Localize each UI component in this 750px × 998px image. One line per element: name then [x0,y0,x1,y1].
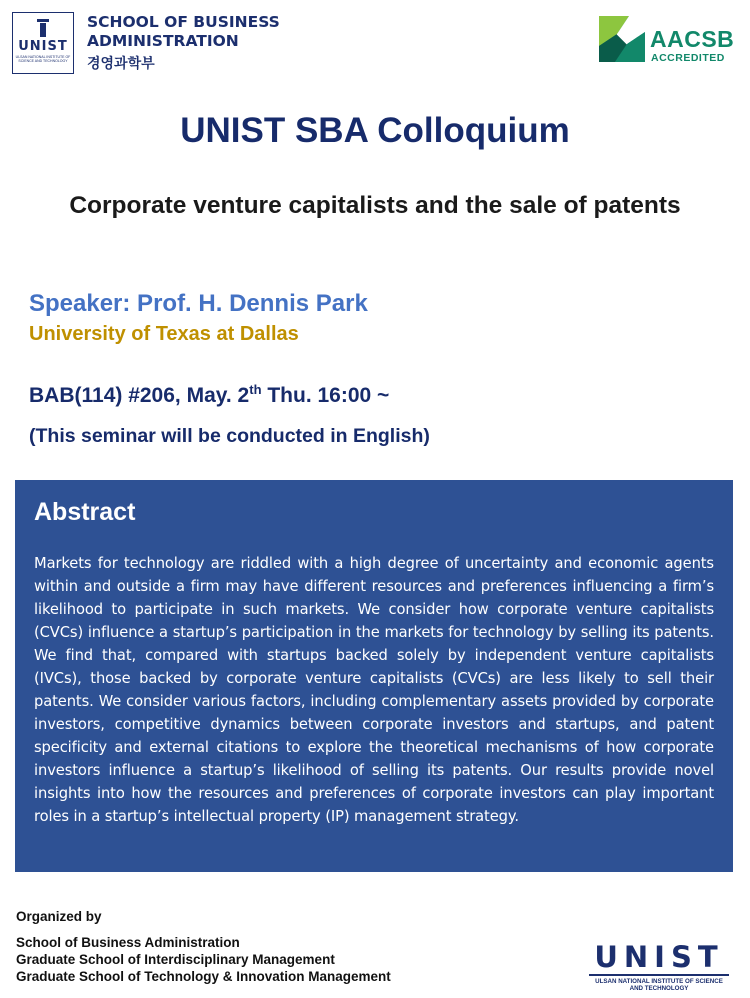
schedule-prefix: BAB(114) #206, May. 2 [29,384,250,407]
organizer-item: Graduate School of Technology & Innovation Management [16,969,391,984]
schedule-suffix: Thu. 16:00 ~ [261,384,390,407]
unist-logo-subtext: ULSAN NATIONAL INSTITUTE OF SCIENCE AND TECHNOLOGY [15,55,71,63]
event-schedule [29,384,389,408]
event-title: UNIST SBA Colloquium [180,111,570,150]
organizer-item: Graduate School of Interdisciplinary Management [16,952,335,967]
organized-by-label: Organized by [16,909,102,924]
unist-logo-word: UNIST [18,39,68,54]
talk-title: Corporate venture capitalists and the sale of patents [69,192,681,219]
school-name: SCHOOL OF BUSINESS ADMINISTRATION [87,13,280,50]
unist-footer-logo-subtext: ULSAN NATIONAL INSTITUTE OF SCIENCE AND TECHNOLOGY [595,978,723,992]
unist-logo [12,12,74,74]
language-note: (This seminar will be conducted in English) [29,425,430,447]
aacsb-name: AACSB [650,26,735,52]
school-korean-name: 경영과학부 [87,56,155,72]
unist-footer-logo [589,942,729,992]
organizer-item: School of Business Administration [16,935,240,950]
aacsb-accredited-label: ACCREDITED [651,52,725,64]
aacsb-logo-icon [599,16,645,62]
abstract-panel [15,480,733,872]
unist-emblem-icon [40,23,46,37]
speaker-affiliation: University of Texas at Dallas [29,323,299,345]
abstract-heading: Abstract [34,498,136,526]
schedule-ordinal: th [249,382,262,397]
unist-footer-logo-word: UNIST [594,940,724,974]
logo-divider [589,974,729,976]
abstract-text: Markets for technology are riddled with a high degree of uncertainty and economic agents within and outside a firm may have different resources and preferences influencing a firm’s likelihood to participate in such markets. We consider how corporate venture capitalists (CVCs) influence a startup’s participation in the markets for technology by selling its patents. We find that, compared with startups backed solely by independent venture capitalists (IVCs), those backed by corporate venture capitalists (CVCs) are less likely to sell their patents. We consider various factors, including complementary assets provided by corporate investors, competitive dynamics between corporate investors and startups, and patent specificity and external citations to explore the theoretical mechanisms of how corporate investors influence a startup’s likelihood of selling its patents. Our results provide novel insights into how the resources and preferences of corporate investors can play important roles in a startup’s intellectual property (IP) management strategy. [34,555,714,825]
speaker-line: Speaker: Prof. H. Dennis Park [29,290,368,317]
